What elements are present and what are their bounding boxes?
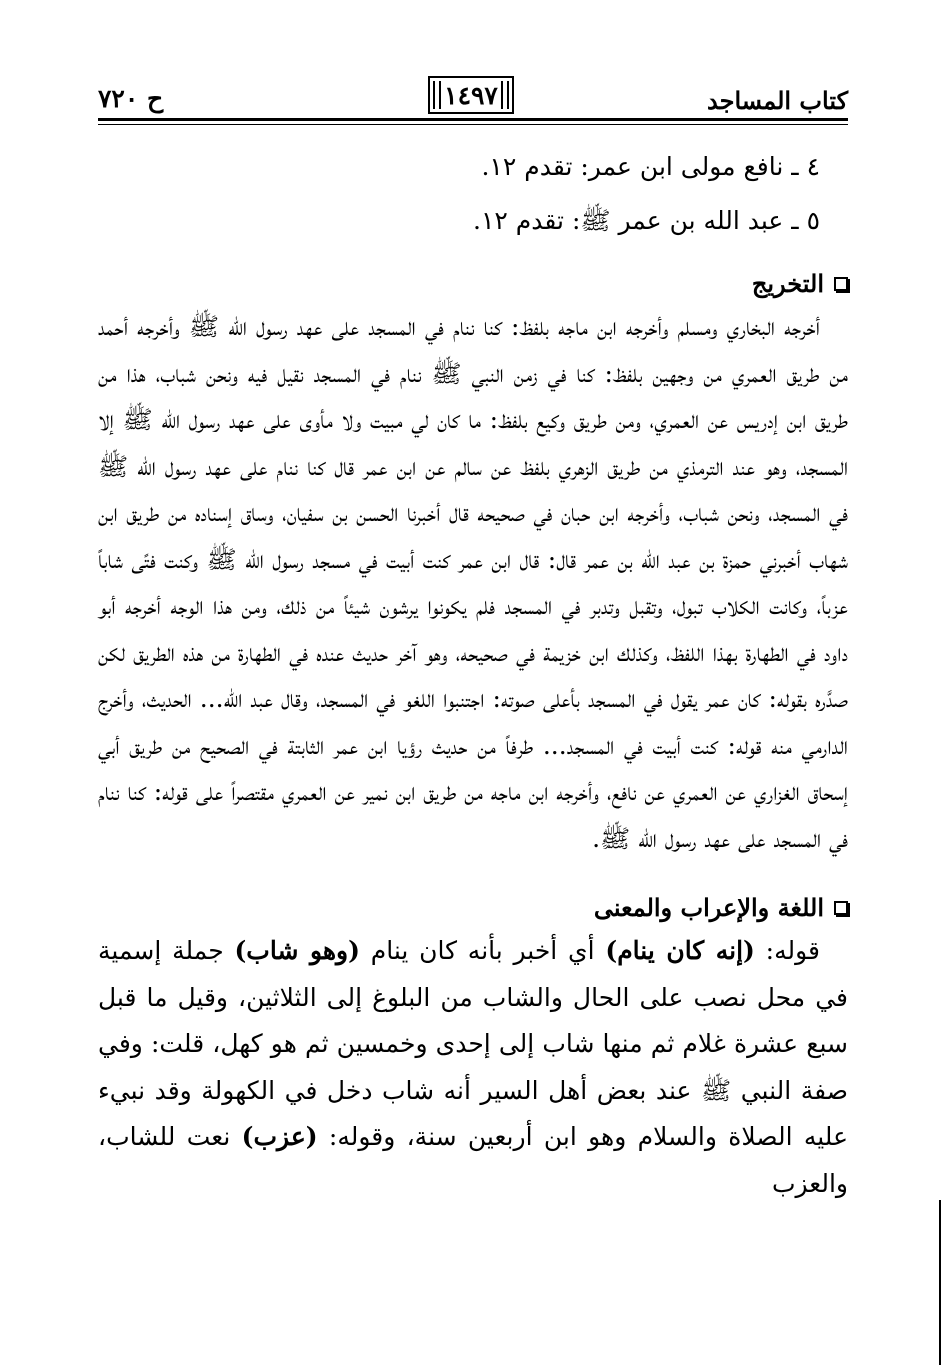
section-heading-label: التخريج bbox=[751, 269, 824, 298]
page-edge-line bbox=[939, 1200, 941, 1365]
square-bullet-icon bbox=[834, 901, 848, 915]
quoted-term: (إنه كان ينام) bbox=[605, 936, 755, 965]
running-title: كتاب المساجد bbox=[707, 86, 848, 115]
quoted-term: (وهو شاب) bbox=[234, 936, 360, 965]
page-content bbox=[98, 140, 848, 1207]
page-number: ١٤٩٧ bbox=[444, 80, 498, 110]
text-run: نعت للشاب، والعزب bbox=[98, 1122, 848, 1198]
section-heading-lugha bbox=[98, 888, 848, 928]
text-run: جملة إسمية في محل نصب على الحال والشاب من البلوغ إلى الثلاثين، وقيل ما قبل سبع عشرة غلام ثم منها شاب إلى إحدى وخمسين ثم هو كهل، قلت: وفي صفة النبي ﷺ عند بعض أهل السير أنه شاب دخل في الكهولة وقد نبيء عليه الصلاة والسلام وهو ابن أربعين سنة، وقوله: bbox=[98, 936, 848, 1151]
page-header bbox=[98, 58, 848, 124]
section-heading-label: اللغة والإعراب والمعنى bbox=[593, 893, 824, 922]
narrator-line: ٥ ـ عبد الله بن عمر ﷺ: تقدم ١٢. bbox=[473, 206, 820, 235]
narrator-line: ٤ ـ نافع مولى ابن عمر: تقدم ١٢. bbox=[481, 152, 820, 181]
section-heading-takhrij bbox=[98, 264, 848, 304]
square-bullet-icon bbox=[834, 277, 848, 291]
takhrij-paragraph: أخرجه البخاري ومسلم وأخرجه ابن ماجه بلفظ: كنا ننام في المسجد على عهد رسول الله ﷺ وأخرجه أحمد من طريق العمري من وجهين بلفظ: كنا في زمن النبي ﷺ ننام في المسجد نقيل فيه ونحن شباب، هذا من طريق ابن إدريس عن العمري، ومن طريق وكيع بلفظ: ما كان لي مبيت ولا مأوى على عهد رسول الله ﷺ إلا المسجد، وهو عند الترمذي من طريق الزهري بلفظ عن سالم عن ابن عمر قال كنا ننام على عهد رسول الله ﷺ في المسجد، ونحن شباب، وأخرجه ابن حبان في صحيحه قال أخبرنا الحسن بن سفيان، وساق إسناده من طريق ابن شهاب أخبرني حمزة بن عبد الله بن عمر قال: قال ابن عمر كنت أبيت في مسجد رسول الله ﷺ وكنت فتًى شاباً عزباً، وكانت الكلاب تبول، وتقبل وتدبر في المسجد فلم يكونوا يرشون شيئاً من ذلك، ومن هذا الوجه أخرجه أبو داود في الطهارة بهذا اللفظ، وكذلك ابن خزيمة في صحيحه، وهو آخر حديث عنده في الطهارة من هذه الطريق لكن صدَّره بقوله: كان عمر يقول في المسجد بأعلى صوته: اجتنبوا اللغو في المسجد، وقال عبد الله... الحديث، وأخرج الدارمي منه قوله: كنت أبيت في المسجد... طرفاً من حديث رؤيا ابن عمر الثابتة في الصحيح من طريق أبي إسحاق الغزاري عن العمري عن نافع، وأخرجه ابن ماجه من طريق ابن نمير عن العمري مقتصراً على قوله: كنا ننام في المسجد على عهد رسول الله ﷺ. bbox=[98, 312, 848, 853]
header-rule-thick bbox=[98, 118, 848, 121]
hadith-reference: ح ٧٢٠ bbox=[98, 84, 164, 113]
page-number-frame bbox=[428, 76, 514, 114]
lugha-paragraph bbox=[98, 928, 848, 1207]
text-run: قوله: bbox=[754, 936, 820, 965]
header-rule-thin bbox=[98, 124, 848, 125]
text-run: أي أخبر بأنه كان ينام bbox=[359, 936, 606, 965]
quoted-term: (عزب) bbox=[241, 1122, 318, 1151]
